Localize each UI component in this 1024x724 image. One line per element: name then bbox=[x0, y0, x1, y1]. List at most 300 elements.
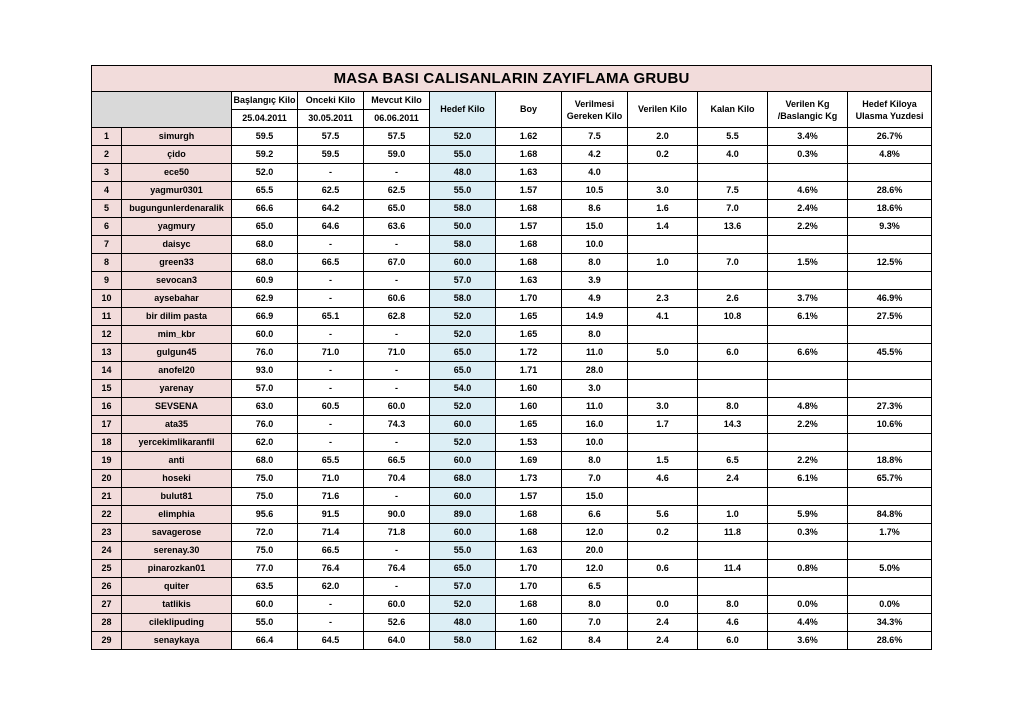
cell-remaining: 1.0 bbox=[698, 506, 768, 524]
cell-height: 1.70 bbox=[496, 560, 562, 578]
cell-row-number: 9 bbox=[92, 272, 122, 290]
cell-goal-pct: 4.8% bbox=[848, 146, 932, 164]
cell-lost-pct: 4.4% bbox=[768, 614, 848, 632]
cell-prev-kg: 76.4 bbox=[298, 560, 364, 578]
cell-target-kg: 55.0 bbox=[430, 146, 496, 164]
cell-start-kg: 66.4 bbox=[232, 632, 298, 650]
cell-username: anti bbox=[122, 452, 232, 470]
table-row bbox=[92, 398, 932, 416]
cell-username: tatlikis bbox=[122, 596, 232, 614]
cell-start-kg: 72.0 bbox=[232, 524, 298, 542]
cell-lost-pct: 3.7% bbox=[768, 290, 848, 308]
cell-lost: 0.6 bbox=[628, 560, 698, 578]
cell-username: aysebahar bbox=[122, 290, 232, 308]
cell-goal-pct bbox=[848, 542, 932, 560]
cell-lost bbox=[628, 164, 698, 182]
cell-remaining: 4.0 bbox=[698, 146, 768, 164]
cell-remaining: 7.5 bbox=[698, 182, 768, 200]
cell-username: çido bbox=[122, 146, 232, 164]
cell-target-kg: 50.0 bbox=[430, 218, 496, 236]
cell-height: 1.73 bbox=[496, 470, 562, 488]
cell-target-kg: 57.0 bbox=[430, 578, 496, 596]
cell-target-kg: 52.0 bbox=[430, 128, 496, 146]
cell-goal-pct bbox=[848, 488, 932, 506]
header-lost-pct: Verilen Kg /Baslangic Kg bbox=[768, 92, 848, 128]
cell-username: daisyc bbox=[122, 236, 232, 254]
table-title: MASA BASI CALISANLARIN ZAYIFLAMA GRUBU bbox=[92, 66, 932, 92]
table-row bbox=[92, 146, 932, 164]
cell-prev-kg: - bbox=[298, 164, 364, 182]
cell-curr-kg: - bbox=[364, 542, 430, 560]
cell-goal-pct bbox=[848, 434, 932, 452]
cell-curr-kg: 60.0 bbox=[364, 596, 430, 614]
cell-goal-pct: 34.3% bbox=[848, 614, 932, 632]
cell-to-lose: 16.0 bbox=[562, 416, 628, 434]
cell-username: sevocan3 bbox=[122, 272, 232, 290]
cell-lost-pct bbox=[768, 488, 848, 506]
cell-lost: 1.4 bbox=[628, 218, 698, 236]
cell-to-lose: 11.0 bbox=[562, 344, 628, 362]
cell-height: 1.57 bbox=[496, 182, 562, 200]
cell-username: yercekimlikaranfil bbox=[122, 434, 232, 452]
cell-row-number: 10 bbox=[92, 290, 122, 308]
cell-prev-kg: 64.6 bbox=[298, 218, 364, 236]
cell-username: yagmury bbox=[122, 218, 232, 236]
cell-height: 1.63 bbox=[496, 164, 562, 182]
cell-goal-pct: 18.8% bbox=[848, 452, 932, 470]
cell-remaining bbox=[698, 434, 768, 452]
cell-prev-kg: 64.5 bbox=[298, 632, 364, 650]
cell-row-number: 15 bbox=[92, 380, 122, 398]
cell-prev-kg: 65.5 bbox=[298, 452, 364, 470]
cell-remaining bbox=[698, 362, 768, 380]
cell-to-lose: 8.0 bbox=[562, 326, 628, 344]
cell-to-lose: 4.2 bbox=[562, 146, 628, 164]
cell-lost-pct bbox=[768, 380, 848, 398]
cell-remaining bbox=[698, 488, 768, 506]
cell-to-lose: 8.0 bbox=[562, 596, 628, 614]
cell-start-kg: 65.0 bbox=[232, 218, 298, 236]
cell-lost: 0.0 bbox=[628, 596, 698, 614]
cell-lost: 5.6 bbox=[628, 506, 698, 524]
cell-row-number: 18 bbox=[92, 434, 122, 452]
cell-height: 1.68 bbox=[496, 524, 562, 542]
cell-username: gulgun45 bbox=[122, 344, 232, 362]
cell-curr-kg: 67.0 bbox=[364, 254, 430, 272]
cell-start-kg: 59.5 bbox=[232, 128, 298, 146]
cell-lost-pct bbox=[768, 326, 848, 344]
cell-prev-kg: - bbox=[298, 380, 364, 398]
cell-curr-kg: 62.5 bbox=[364, 182, 430, 200]
cell-curr-kg: 66.5 bbox=[364, 452, 430, 470]
cell-curr-kg: 90.0 bbox=[364, 506, 430, 524]
cell-height: 1.65 bbox=[496, 326, 562, 344]
cell-lost-pct: 0.0% bbox=[768, 596, 848, 614]
table-row bbox=[92, 344, 932, 362]
cell-target-kg: 58.0 bbox=[430, 236, 496, 254]
cell-target-kg: 55.0 bbox=[430, 542, 496, 560]
cell-lost bbox=[628, 362, 698, 380]
cell-goal-pct: 26.7% bbox=[848, 128, 932, 146]
cell-height: 1.68 bbox=[496, 596, 562, 614]
cell-remaining bbox=[698, 236, 768, 254]
cell-lost-pct: 0.8% bbox=[768, 560, 848, 578]
header-height: Boy bbox=[496, 92, 562, 128]
cell-start-kg: 77.0 bbox=[232, 560, 298, 578]
cell-row-number: 12 bbox=[92, 326, 122, 344]
cell-height: 1.68 bbox=[496, 200, 562, 218]
cell-target-kg: 52.0 bbox=[430, 326, 496, 344]
cell-start-kg: 60.9 bbox=[232, 272, 298, 290]
table-row bbox=[92, 164, 932, 182]
cell-goal-pct bbox=[848, 326, 932, 344]
cell-row-number: 17 bbox=[92, 416, 122, 434]
cell-remaining: 11.4 bbox=[698, 560, 768, 578]
cell-height: 1.68 bbox=[496, 146, 562, 164]
cell-lost-pct bbox=[768, 164, 848, 182]
table-row bbox=[92, 596, 932, 614]
cell-prev-kg: 60.5 bbox=[298, 398, 364, 416]
cell-row-number: 6 bbox=[92, 218, 122, 236]
table-row bbox=[92, 524, 932, 542]
cell-target-kg: 60.0 bbox=[430, 452, 496, 470]
cell-start-kg: 60.0 bbox=[232, 596, 298, 614]
cell-username: yagmur0301 bbox=[122, 182, 232, 200]
cell-start-kg: 66.6 bbox=[232, 200, 298, 218]
cell-lost-pct bbox=[768, 236, 848, 254]
header-target-kg: Hedef Kilo bbox=[430, 92, 496, 128]
cell-to-lose: 14.9 bbox=[562, 308, 628, 326]
cell-row-number: 20 bbox=[92, 470, 122, 488]
cell-lost: 0.2 bbox=[628, 524, 698, 542]
cell-curr-kg: 71.8 bbox=[364, 524, 430, 542]
cell-start-kg: 57.0 bbox=[232, 380, 298, 398]
cell-to-lose: 3.9 bbox=[562, 272, 628, 290]
table-row bbox=[92, 578, 932, 596]
cell-lost-pct bbox=[768, 542, 848, 560]
cell-target-kg: 65.0 bbox=[430, 362, 496, 380]
cell-start-kg: 76.0 bbox=[232, 344, 298, 362]
cell-to-lose: 12.0 bbox=[562, 524, 628, 542]
cell-row-number: 1 bbox=[92, 128, 122, 146]
cell-goal-pct: 27.5% bbox=[848, 308, 932, 326]
cell-remaining bbox=[698, 272, 768, 290]
cell-curr-kg: - bbox=[364, 488, 430, 506]
cell-lost: 0.2 bbox=[628, 146, 698, 164]
cell-lost bbox=[628, 326, 698, 344]
cell-remaining: 8.0 bbox=[698, 398, 768, 416]
cell-lost: 5.0 bbox=[628, 344, 698, 362]
cell-remaining bbox=[698, 380, 768, 398]
cell-height: 1.72 bbox=[496, 344, 562, 362]
cell-lost: 2.4 bbox=[628, 632, 698, 650]
cell-username: quiter bbox=[122, 578, 232, 596]
cell-target-kg: 60.0 bbox=[430, 254, 496, 272]
cell-start-kg: 68.0 bbox=[232, 236, 298, 254]
cell-remaining bbox=[698, 326, 768, 344]
cell-target-kg: 60.0 bbox=[430, 524, 496, 542]
cell-curr-kg: 70.4 bbox=[364, 470, 430, 488]
cell-prev-kg: - bbox=[298, 362, 364, 380]
cell-goal-pct: 9.3% bbox=[848, 218, 932, 236]
cell-to-lose: 4.9 bbox=[562, 290, 628, 308]
cell-goal-pct: 84.8% bbox=[848, 506, 932, 524]
cell-start-kg: 68.0 bbox=[232, 254, 298, 272]
cell-username: bir dilim pasta bbox=[122, 308, 232, 326]
cell-remaining bbox=[698, 542, 768, 560]
cell-remaining: 5.5 bbox=[698, 128, 768, 146]
cell-target-kg: 57.0 bbox=[430, 272, 496, 290]
table-row bbox=[92, 416, 932, 434]
cell-target-kg: 60.0 bbox=[430, 416, 496, 434]
cell-username: ece50 bbox=[122, 164, 232, 182]
cell-start-kg: 63.0 bbox=[232, 398, 298, 416]
cell-lost bbox=[628, 380, 698, 398]
cell-remaining: 6.0 bbox=[698, 344, 768, 362]
header-curr-kg: Mevcut Kilo bbox=[364, 92, 430, 110]
cell-lost-pct: 4.6% bbox=[768, 182, 848, 200]
cell-lost-pct bbox=[768, 578, 848, 596]
table-row bbox=[92, 452, 932, 470]
cell-height: 1.62 bbox=[496, 632, 562, 650]
cell-row-number: 24 bbox=[92, 542, 122, 560]
cell-start-kg: 75.0 bbox=[232, 470, 298, 488]
cell-goal-pct bbox=[848, 380, 932, 398]
cell-start-kg: 76.0 bbox=[232, 416, 298, 434]
cell-lost-pct: 2.2% bbox=[768, 416, 848, 434]
cell-curr-kg: 52.6 bbox=[364, 614, 430, 632]
cell-to-lose: 7.0 bbox=[562, 614, 628, 632]
cell-remaining bbox=[698, 164, 768, 182]
cell-remaining bbox=[698, 578, 768, 596]
cell-row-number: 19 bbox=[92, 452, 122, 470]
cell-lost: 1.6 bbox=[628, 200, 698, 218]
cell-height: 1.60 bbox=[496, 614, 562, 632]
cell-row-number: 28 bbox=[92, 614, 122, 632]
cell-curr-kg: 59.0 bbox=[364, 146, 430, 164]
cell-remaining: 2.6 bbox=[698, 290, 768, 308]
cell-curr-kg: - bbox=[364, 434, 430, 452]
cell-target-kg: 65.0 bbox=[430, 560, 496, 578]
cell-curr-kg: 60.0 bbox=[364, 398, 430, 416]
cell-username: pinarozkan01 bbox=[122, 560, 232, 578]
cell-start-kg: 95.6 bbox=[232, 506, 298, 524]
header-date-start: 25.04.2011 bbox=[232, 110, 298, 128]
cell-lost-pct bbox=[768, 362, 848, 380]
cell-prev-kg: 71.6 bbox=[298, 488, 364, 506]
header-start-kg: Başlangıç Kilo bbox=[232, 92, 298, 110]
cell-goal-pct: 1.7% bbox=[848, 524, 932, 542]
cell-username: anofel20 bbox=[122, 362, 232, 380]
cell-username: yarenay bbox=[122, 380, 232, 398]
cell-height: 1.65 bbox=[496, 416, 562, 434]
cell-username: cileklipuding bbox=[122, 614, 232, 632]
cell-start-kg: 52.0 bbox=[232, 164, 298, 182]
cell-target-kg: 54.0 bbox=[430, 380, 496, 398]
cell-curr-kg: 76.4 bbox=[364, 560, 430, 578]
cell-prev-kg: - bbox=[298, 272, 364, 290]
cell-row-number: 25 bbox=[92, 560, 122, 578]
cell-height: 1.57 bbox=[496, 218, 562, 236]
cell-lost: 1.5 bbox=[628, 452, 698, 470]
cell-target-kg: 48.0 bbox=[430, 614, 496, 632]
table-row bbox=[92, 362, 932, 380]
cell-goal-pct: 28.6% bbox=[848, 182, 932, 200]
table-row bbox=[92, 308, 932, 326]
cell-curr-kg: 71.0 bbox=[364, 344, 430, 362]
cell-curr-kg: - bbox=[364, 578, 430, 596]
cell-height: 1.63 bbox=[496, 542, 562, 560]
table-row bbox=[92, 182, 932, 200]
cell-row-number: 3 bbox=[92, 164, 122, 182]
cell-goal-pct: 18.6% bbox=[848, 200, 932, 218]
cell-goal-pct: 27.3% bbox=[848, 398, 932, 416]
cell-start-kg: 60.0 bbox=[232, 326, 298, 344]
cell-curr-kg: - bbox=[364, 272, 430, 290]
cell-start-kg: 75.0 bbox=[232, 542, 298, 560]
cell-height: 1.68 bbox=[496, 236, 562, 254]
cell-prev-kg: - bbox=[298, 416, 364, 434]
cell-goal-pct: 10.6% bbox=[848, 416, 932, 434]
cell-to-lose: 10.0 bbox=[562, 236, 628, 254]
cell-remaining: 6.5 bbox=[698, 452, 768, 470]
cell-prev-kg: - bbox=[298, 236, 364, 254]
cell-target-kg: 48.0 bbox=[430, 164, 496, 182]
table-row bbox=[92, 218, 932, 236]
cell-height: 1.53 bbox=[496, 434, 562, 452]
cell-target-kg: 58.0 bbox=[430, 200, 496, 218]
cell-lost: 2.3 bbox=[628, 290, 698, 308]
cell-lost: 1.0 bbox=[628, 254, 698, 272]
cell-lost bbox=[628, 542, 698, 560]
cell-lost-pct bbox=[768, 272, 848, 290]
cell-start-kg: 63.5 bbox=[232, 578, 298, 596]
cell-row-number: 21 bbox=[92, 488, 122, 506]
weight-loss-table bbox=[91, 65, 932, 650]
cell-remaining: 6.0 bbox=[698, 632, 768, 650]
cell-goal-pct: 45.5% bbox=[848, 344, 932, 362]
cell-curr-kg: 74.3 bbox=[364, 416, 430, 434]
cell-remaining: 2.4 bbox=[698, 470, 768, 488]
table-row bbox=[92, 272, 932, 290]
cell-curr-kg: 64.0 bbox=[364, 632, 430, 650]
table-row bbox=[92, 470, 932, 488]
cell-row-number: 26 bbox=[92, 578, 122, 596]
cell-username: simurgh bbox=[122, 128, 232, 146]
cell-goal-pct: 46.9% bbox=[848, 290, 932, 308]
cell-lost: 4.6 bbox=[628, 470, 698, 488]
cell-target-kg: 58.0 bbox=[430, 632, 496, 650]
cell-row-number: 16 bbox=[92, 398, 122, 416]
cell-curr-kg: - bbox=[364, 362, 430, 380]
cell-target-kg: 55.0 bbox=[430, 182, 496, 200]
header-prev-kg: Onceki Kilo bbox=[298, 92, 364, 110]
table-row bbox=[92, 290, 932, 308]
cell-remaining: 11.8 bbox=[698, 524, 768, 542]
cell-row-number: 27 bbox=[92, 596, 122, 614]
table-row bbox=[92, 542, 932, 560]
header-date-prev: 30.05.2011 bbox=[298, 110, 364, 128]
cell-prev-kg: 66.5 bbox=[298, 542, 364, 560]
cell-username: mim_kbr bbox=[122, 326, 232, 344]
cell-goal-pct bbox=[848, 164, 932, 182]
cell-lost-pct: 6.1% bbox=[768, 308, 848, 326]
cell-lost bbox=[628, 272, 698, 290]
cell-username: bulut81 bbox=[122, 488, 232, 506]
cell-start-kg: 66.9 bbox=[232, 308, 298, 326]
cell-prev-kg: 64.2 bbox=[298, 200, 364, 218]
cell-prev-kg: 59.5 bbox=[298, 146, 364, 164]
cell-remaining: 13.6 bbox=[698, 218, 768, 236]
cell-remaining: 10.8 bbox=[698, 308, 768, 326]
cell-to-lose: 8.0 bbox=[562, 254, 628, 272]
cell-height: 1.69 bbox=[496, 452, 562, 470]
table-row bbox=[92, 506, 932, 524]
cell-lost bbox=[628, 434, 698, 452]
table-row bbox=[92, 434, 932, 452]
cell-lost-pct: 6.1% bbox=[768, 470, 848, 488]
cell-to-lose: 28.0 bbox=[562, 362, 628, 380]
cell-goal-pct: 12.5% bbox=[848, 254, 932, 272]
cell-to-lose: 15.0 bbox=[562, 218, 628, 236]
table-row bbox=[92, 560, 932, 578]
cell-username: green33 bbox=[122, 254, 232, 272]
cell-prev-kg: 62.0 bbox=[298, 578, 364, 596]
cell-target-kg: 52.0 bbox=[430, 434, 496, 452]
cell-lost-pct: 3.6% bbox=[768, 632, 848, 650]
header-remaining: Kalan Kilo bbox=[698, 92, 768, 128]
cell-curr-kg: 57.5 bbox=[364, 128, 430, 146]
table-row bbox=[92, 236, 932, 254]
cell-username: bugungunlerdenaralik bbox=[122, 200, 232, 218]
cell-lost bbox=[628, 236, 698, 254]
cell-username: ata35 bbox=[122, 416, 232, 434]
table-row bbox=[92, 380, 932, 398]
cell-row-number: 11 bbox=[92, 308, 122, 326]
cell-height: 1.70 bbox=[496, 578, 562, 596]
cell-target-kg: 58.0 bbox=[430, 290, 496, 308]
cell-start-kg: 62.9 bbox=[232, 290, 298, 308]
cell-to-lose: 7.5 bbox=[562, 128, 628, 146]
cell-username: hoseki bbox=[122, 470, 232, 488]
cell-goal-pct: 28.6% bbox=[848, 632, 932, 650]
cell-prev-kg: - bbox=[298, 290, 364, 308]
cell-goal-pct bbox=[848, 362, 932, 380]
cell-start-kg: 62.0 bbox=[232, 434, 298, 452]
cell-prev-kg: 65.1 bbox=[298, 308, 364, 326]
cell-prev-kg: - bbox=[298, 434, 364, 452]
cell-lost: 1.7 bbox=[628, 416, 698, 434]
cell-lost: 3.0 bbox=[628, 398, 698, 416]
cell-target-kg: 52.0 bbox=[430, 398, 496, 416]
cell-height: 1.60 bbox=[496, 380, 562, 398]
cell-remaining: 14.3 bbox=[698, 416, 768, 434]
cell-remaining: 4.6 bbox=[698, 614, 768, 632]
cell-height: 1.57 bbox=[496, 488, 562, 506]
cell-curr-kg: - bbox=[364, 236, 430, 254]
cell-height: 1.60 bbox=[496, 398, 562, 416]
cell-to-lose: 12.0 bbox=[562, 560, 628, 578]
cell-row-number: 4 bbox=[92, 182, 122, 200]
cell-remaining: 8.0 bbox=[698, 596, 768, 614]
cell-lost: 2.4 bbox=[628, 614, 698, 632]
table-row bbox=[92, 254, 932, 272]
cell-lost bbox=[628, 488, 698, 506]
cell-to-lose: 6.6 bbox=[562, 506, 628, 524]
cell-row-number: 14 bbox=[92, 362, 122, 380]
cell-curr-kg: 60.6 bbox=[364, 290, 430, 308]
cell-lost: 2.0 bbox=[628, 128, 698, 146]
